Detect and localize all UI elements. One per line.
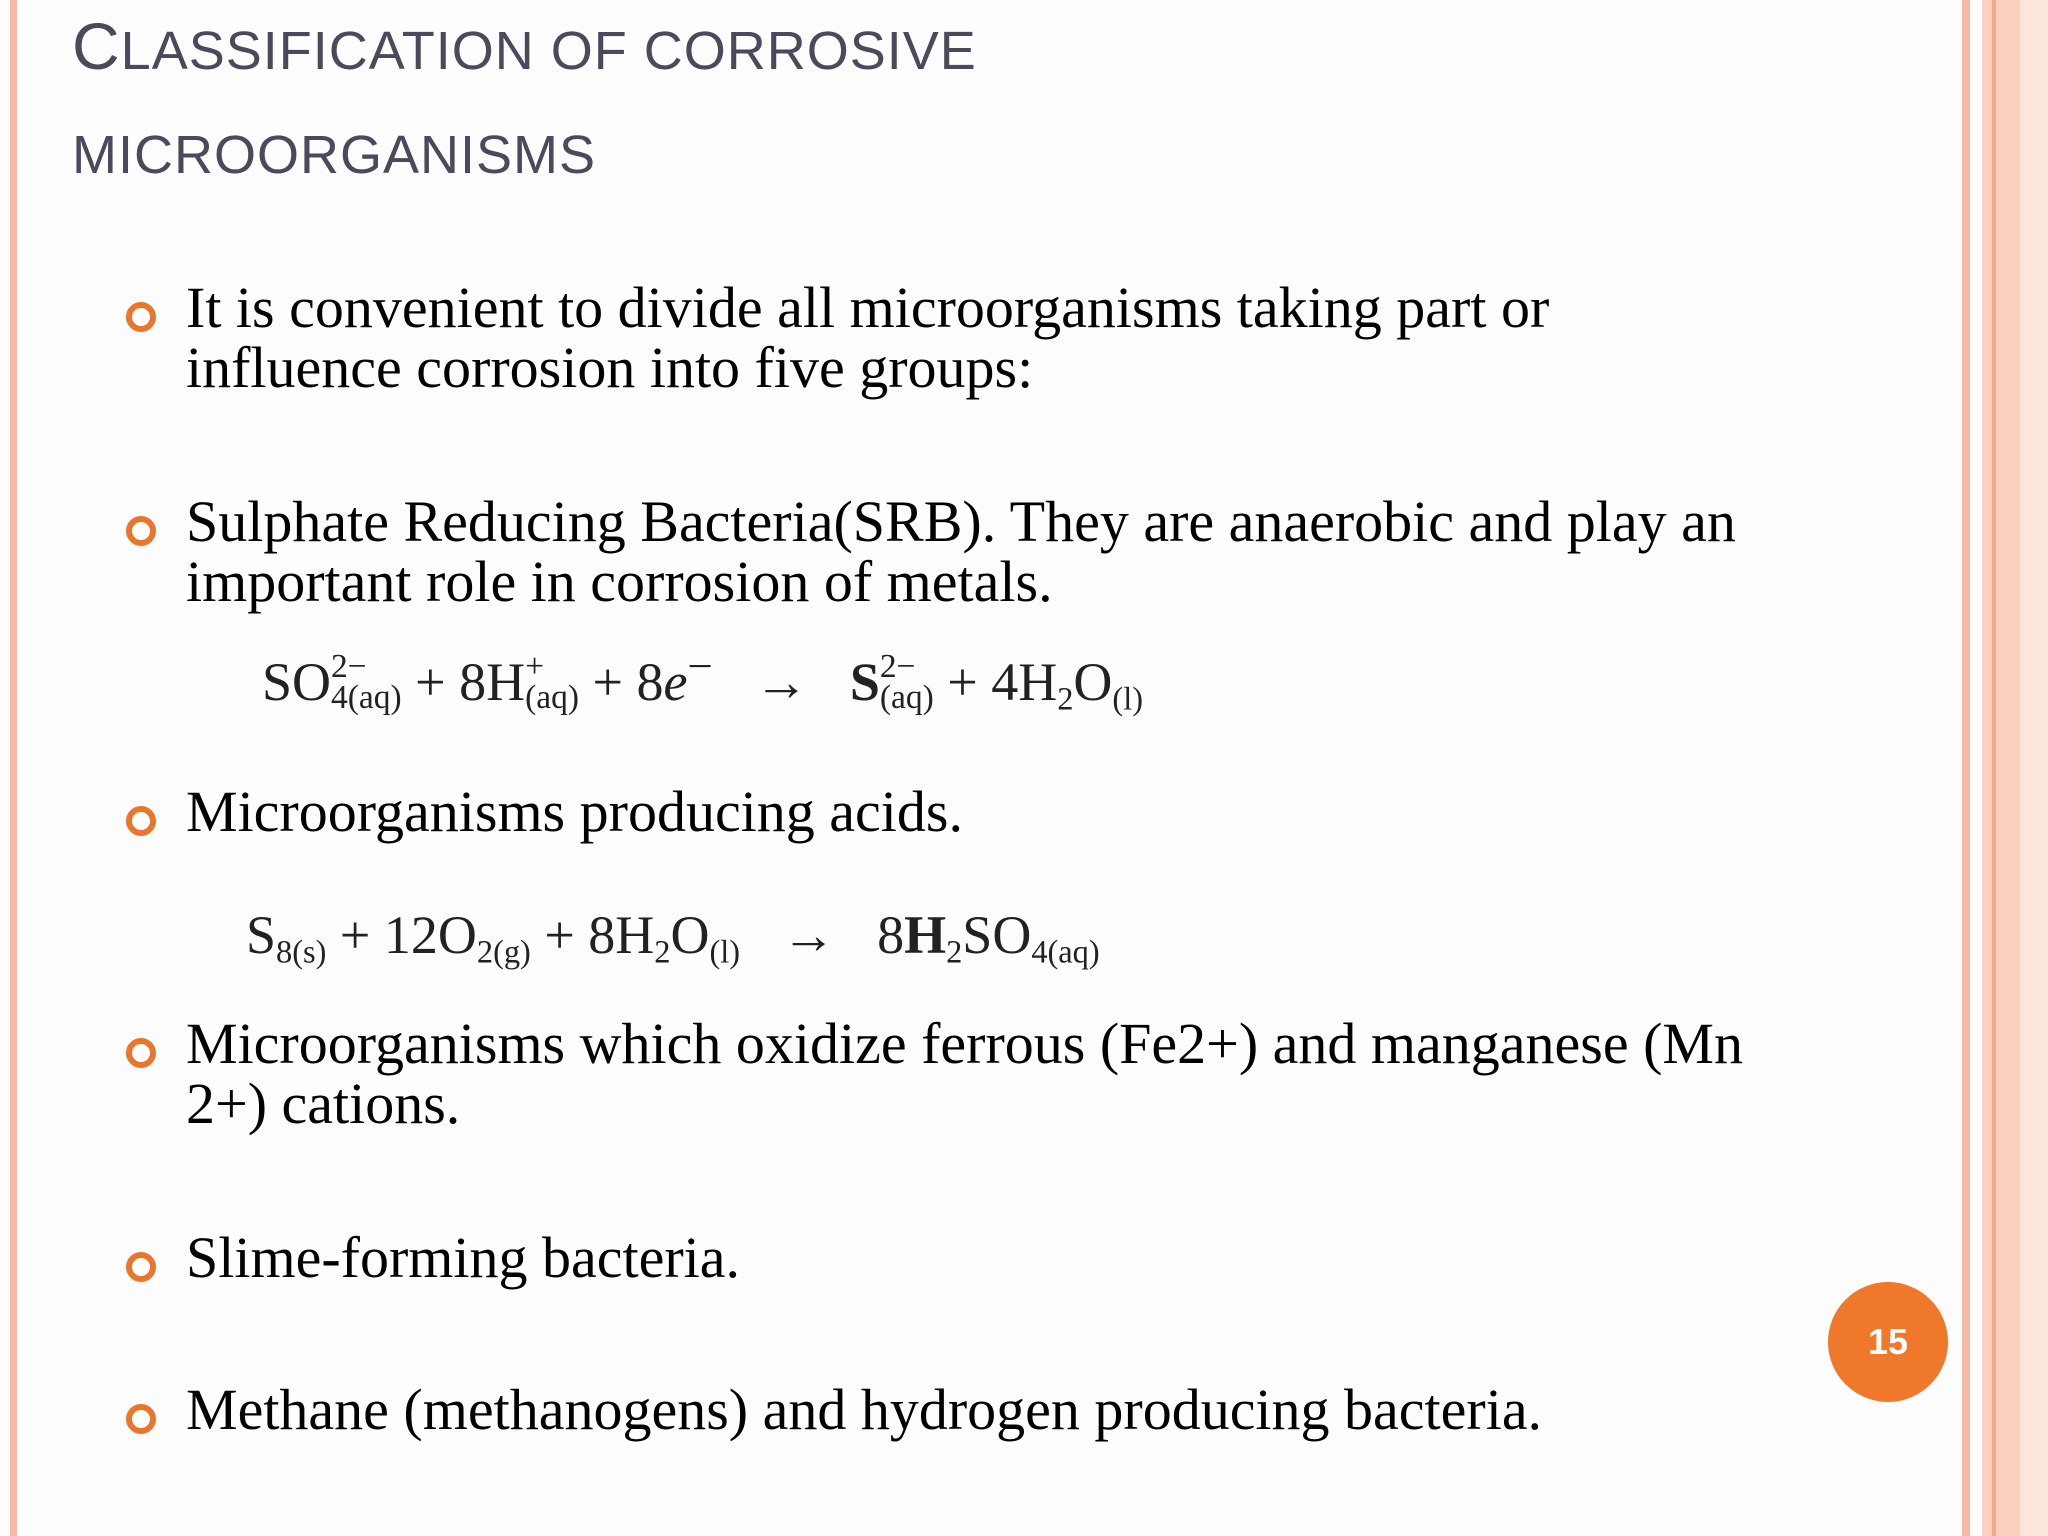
slide-title	[72, 0, 977, 207]
bullet-text-groups: It is convenient to divide all microorganisms taking part or influence corrosion into five groups:	[186, 275, 1550, 400]
bullet-text-slime: Slime-forming bacteria.	[186, 1225, 741, 1290]
bullet-circle-icon	[126, 1404, 156, 1434]
equation-sulphate-reduction: SO 2− 4(aq) + 8H + (aq) + 8e− → S 2− (aq) + $4H_2O_{(l)}$	[262, 641, 1143, 718]
title-line-2: MICROORGANISMS	[72, 125, 597, 185]
bullet-text-acids: Microorganisms producing acids.	[186, 779, 963, 844]
equation-sulphur-oxidation: $S_{8(s)} + 12O_{2(g)} + 8H_2O_{(l)} \to 8H_2SO_{4(aq)}$	[246, 905, 1100, 971]
bullet-circle-icon	[126, 1038, 156, 1068]
reaction-arrow-icon: →	[781, 905, 836, 965]
right-frame-edge	[2020, 0, 2048, 1536]
title-initial: C	[72, 9, 121, 83]
right-frame-band	[1982, 0, 2020, 1536]
right-frame-stripe	[1992, 0, 1996, 1536]
right-frame-border	[1962, 0, 1970, 1536]
page-number-badge: 15	[1828, 1282, 1948, 1402]
reaction-arrow-icon: →	[754, 652, 809, 712]
bullet-text-methane: Methane (methanogens) and hydrogen producing bacteria.	[186, 1377, 1543, 1442]
bullet-circle-icon	[126, 516, 156, 546]
title-line-1: LASSIFICATION OF CORROSIVE	[120, 21, 977, 81]
bullet-circle-icon	[126, 806, 156, 836]
bullet-text-srb: Sulphate Reducing Bacteria(SRB). They are anaerobic and play an important role in corrosion of metals.	[186, 489, 1736, 614]
bullet-circle-icon	[126, 1252, 156, 1282]
bullet-text-iron-manganese: Microorganisms which oxidize ferrous (Fe2+) and manganese (Mn 2+) cations.	[186, 1011, 1743, 1136]
left-frame-border	[10, 0, 17, 1536]
bullet-circle-icon	[126, 302, 156, 332]
